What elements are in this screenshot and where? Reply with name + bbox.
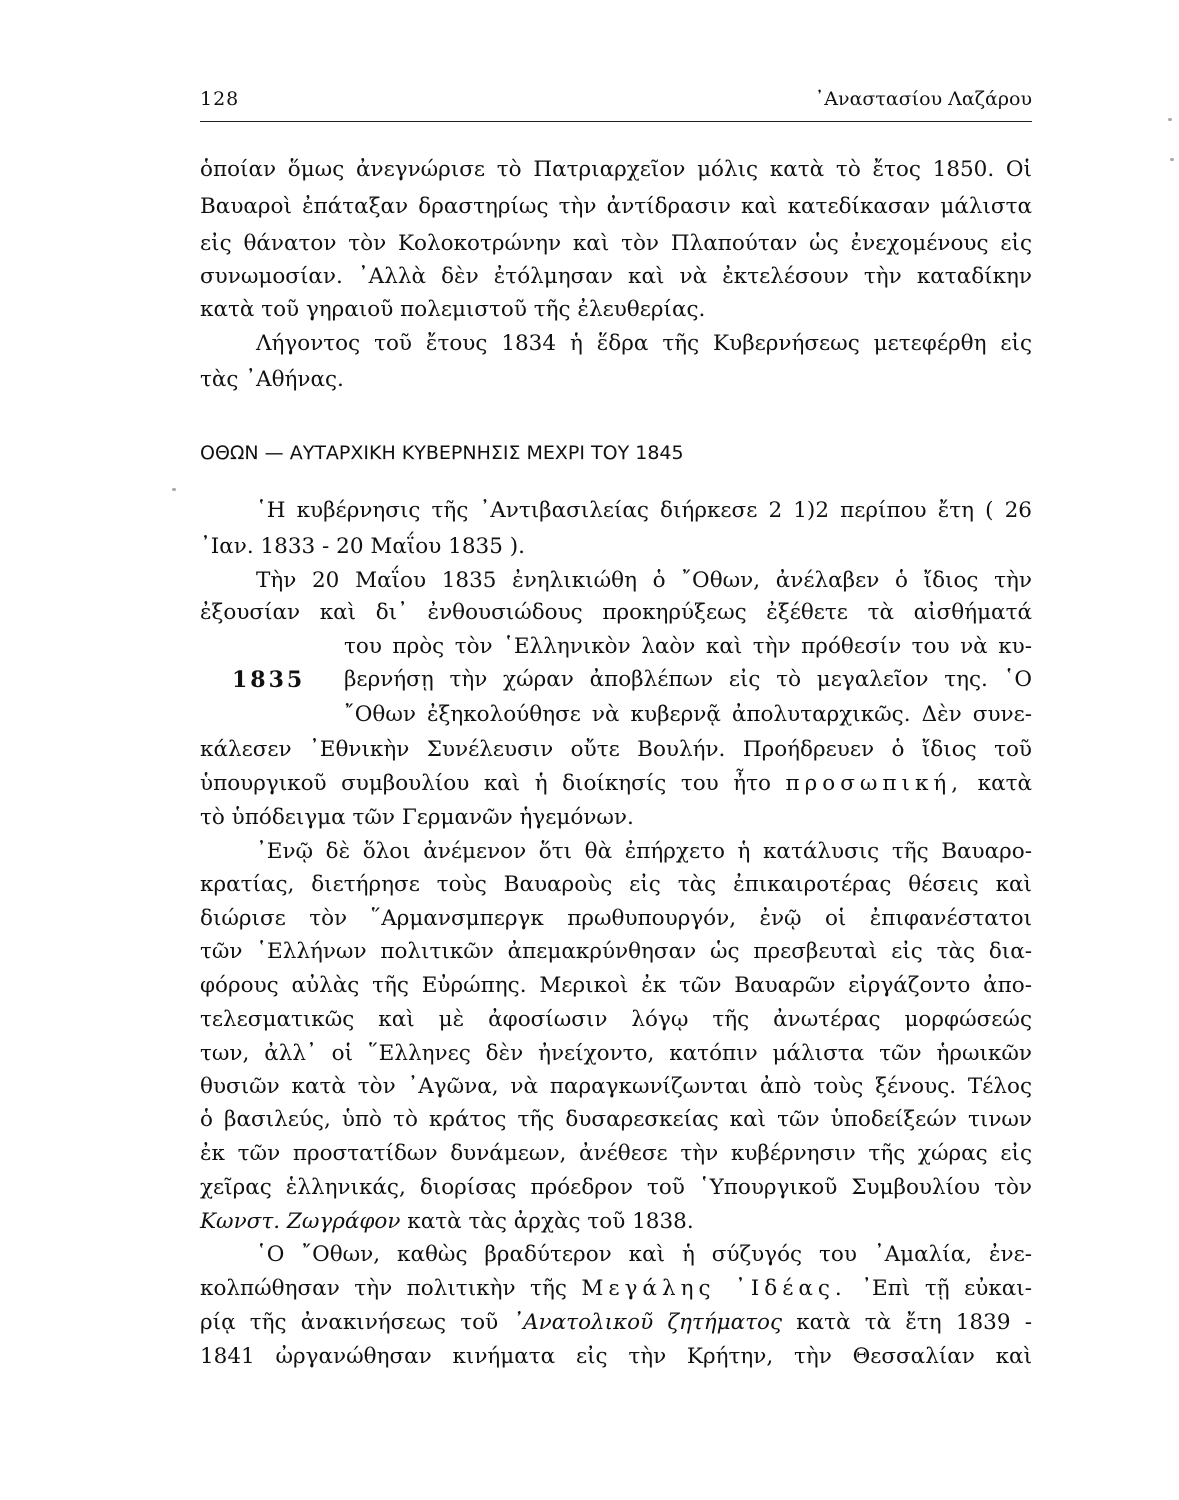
text-segment: ὑπουργικοῦ συμβουλίου καὶ ἡ διοίκησίς του ἦτο	[200, 771, 771, 796]
section-heading: ΟΘΩΝ — ΑΥΤΑΡΧΙΚΗ ΚΥΒΕΡΝΗΣΙΣ ΜΕΧΡΙ ΤΟΥ 1845	[200, 442, 684, 464]
text-line	[200, 769, 1032, 799]
text-line: Λήγοντος τοῦ ἔτους 1834 ἡ ἕδρα τῆς Κυβερνήσεως μετεφέρθη εἰς	[256, 331, 1032, 356]
scan-speck	[1168, 118, 1172, 121]
spaced-emphasis: Μεγάλης ᾿Ιδέας.	[581, 1276, 847, 1301]
text-line: διώρισε τὸν ῞Αρμανσμπεργκ πρωθυπουργόν, ἐνῷ οἱ ἐπιφανέστατοι	[200, 906, 1032, 931]
text-line: ὁποίαν ὅμως ἀνεγνώρισε τὸ Πατριαρχεῖον μόλις κατὰ τὸ ἔτος 1850. Οἱ	[200, 157, 1032, 182]
scan-speck	[1170, 158, 1174, 161]
text-line: ᾿Ενῷ δὲ ὅλοι ἀνέμενον ὅτι θὰ ἐπήρχετο ἡ κατάλυσις τῆς Βαυαρο-	[256, 839, 1032, 864]
italic-name: Κωνστ. Ζωγράφον	[200, 1209, 401, 1234]
text-line: κρατίας, διετήρησε τοὺς Βαυαροὺς εἰς τὰς ἐπικαιροτέρας θέσεις καὶ	[200, 872, 1032, 897]
text-line: 1841 ὠργανώθησαν κινήματα εἰς τὴν Κρήτην, τὴν Θεσσαλίαν καὶ	[200, 1344, 1032, 1369]
page-number: 128	[200, 88, 240, 110]
margin-year-note: 1835	[232, 667, 306, 693]
text-line: συνωμοσίαν. ᾿Αλλὰ δὲν ἐτόλμησαν καὶ νὰ ἐκτελέσουν τὴν καταδίκην	[200, 264, 1032, 289]
text-line: θυσιῶν κατὰ τὸν ᾿Αγῶνα, νὰ παραγκωνίζωνται ἀπὸ τοὺς ξένους. Τέλος	[200, 1074, 1032, 1099]
text-segment: κατὰ τὰς ἀρχὰς τοῦ 1838.	[407, 1209, 694, 1234]
text-line: ῾Η κυβέρνησις τῆς ᾿Αντιβασιλείας διήρκεσε 2 1)2 περίπου ἔτη ( 26	[256, 498, 1032, 523]
text-line: εἰς θάνατον τὸν Κολοκοτρώνην καὶ τὸν Πλαπούταν ὡς ἐνεχομένους εἰς	[200, 231, 1032, 256]
text-line: κάλεσεν ᾿Εθνικὴν Συνέλευσιν οὔτε Βουλήν. Προήδρευεν ὁ ἴδιος τοῦ	[200, 737, 1032, 762]
text-segment: κολπώθησαν τὴν πολιτικὴν τῆς	[200, 1276, 567, 1301]
text-line: κατὰ τοῦ γηραιοῦ πολεμιστοῦ τῆς ἐλευθερίας.	[200, 297, 706, 322]
text-segment: ρίᾳ τῆς ἀνακινήσεως τοῦ	[200, 1310, 499, 1335]
text-line: ὁ βασιλεύς, ὑπὸ τὸ κράτος τῆς δυσαρεσκείας καὶ τῶν ὑποδείξεών τινων	[200, 1107, 1032, 1132]
text-line: Βαυαροὶ ἐπάταξαν δραστηρίως τὴν ἀντίδρασιν καὶ κατεδίκασαν μάλιστα	[200, 194, 1032, 219]
text-line: Τὴν 20 Μαΐου 1835 ἐνηλικιώθη ὁ ῎Οθων, ἀνέλαβεν ὁ ἴδιος τὴν	[256, 568, 1032, 593]
text-segment: κατὰ τὰ ἔτη 1839 -	[796, 1310, 1032, 1335]
text-line: ἐξουσίαν καὶ δι᾿ ἐνθουσιώδους προκηρύξεως ἐξέθετε τὰ αἰσθήματά	[200, 600, 1032, 625]
page-header	[200, 88, 1032, 118]
text-line: βερνήσῃ τὴν χώραν ἀποβλέπων εἰς τὸ μεγαλεῖον της. ῾Ο	[344, 667, 1032, 692]
text-segment: κατὰ	[977, 771, 1033, 796]
text-line	[200, 1274, 1032, 1304]
text-line: του πρὸς τὸν ῾Ελληνικὸν λαὸν καὶ τὴν πρόθεσίν του νὰ κυ-	[344, 634, 1032, 659]
scan-speck	[172, 488, 176, 491]
text-line: ῾Ο ῎Οθων, καθὼς βραδύτερον καὶ ἡ σύζυγός του ᾿Αμαλία, ἐνε-	[256, 1242, 1032, 1267]
text-line	[200, 1207, 1032, 1237]
text-line: των, ἀλλ᾿ οἱ ῞Ελληνες δὲν ἠνείχοντο, κατόπιν μάλιστα τῶν ἡρωικῶν	[200, 1041, 1032, 1066]
text-line: φόρους αὐλὰς τῆς Εὐρώπης. Μερικοὶ ἐκ τῶν Βαυαρῶν εἰργάζοντο ἀπο-	[200, 973, 1032, 998]
text-line: τὸ ὑπόδειγμα τῶν Γερμανῶν ἡγεμόνων.	[200, 805, 634, 830]
header-rule	[200, 121, 1032, 122]
italic-term: ᾿Ανατολικοῦ ζητήματος	[512, 1310, 783, 1335]
running-title: ᾿Αναστασίου Λαζάρου	[814, 88, 1032, 110]
text-line: τὰς ᾿Αθήνας.	[200, 367, 344, 392]
text-line: ῎Οθων ἐξηκολούθησε νὰ κυβερνᾷ ἀπολυταρχικῶς. Δὲν συνε-	[344, 702, 1032, 727]
text-line: ᾿Ιαν. 1833 - 20 Μαΐου 1835 ).	[200, 534, 525, 559]
text-line: τελεσματικῶς καὶ μὲ ἀφοσίωσιν λόγῳ τῆς ἀνωτέρας μορφώσεώς	[200, 1007, 1032, 1032]
text-segment: ᾿Επὶ τῇ εὐκαι-	[861, 1276, 1033, 1301]
text-line	[200, 1308, 1032, 1338]
text-line: τῶν ῾Ελλήνων πολιτικῶν ἀπεμακρύνθησαν ὡς πρεσβευταὶ εἰς τὰς δια-	[200, 939, 1032, 964]
text-line: ἐκ τῶν προστατίδων δυνάμεων, ἀνέθεσε τὴν κυβέρνησιν τῆς χώρας εἰς	[200, 1141, 1032, 1166]
text-line: χεῖρας ἑλληνικάς, διορίσας πρόεδρον τοῦ ῾Υπουργικοῦ Συμβουλίου τὸν	[200, 1175, 1032, 1200]
spaced-emphasis: προσωπική,	[785, 771, 964, 796]
